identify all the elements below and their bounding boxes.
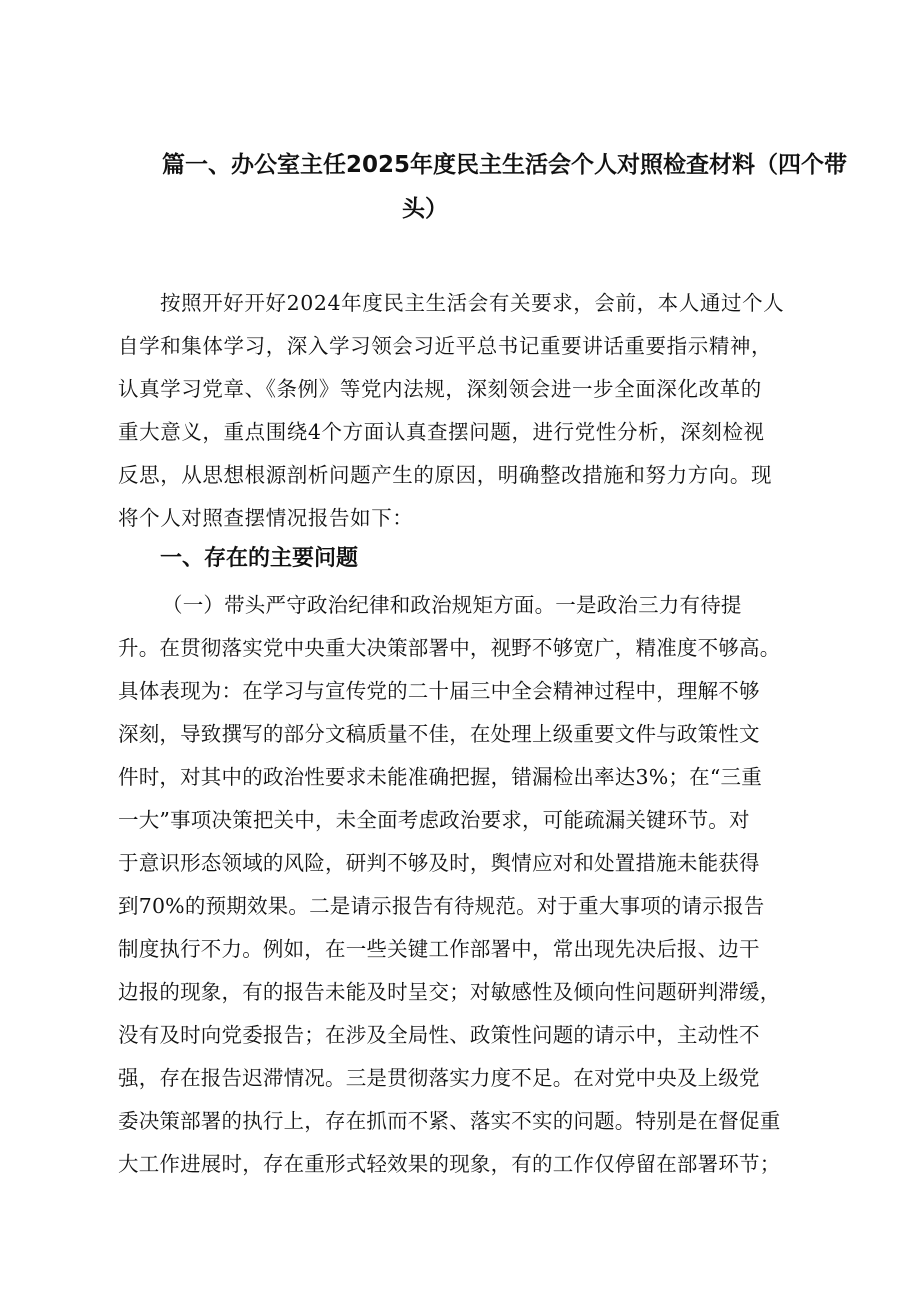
intro-line: 自学和集体学习，深入学习领会习近平总书记重要讲话重要指示精神， xyxy=(118,334,773,358)
body-line: 没有及时向党委报告；在涉及全局性、政策性问题的请示中，主动性不 xyxy=(118,1023,760,1047)
document-title-line-2: 头） xyxy=(402,196,448,222)
body-line: 具体表现为：在学习与宣传党的二十届三中全会精神过程中，理解不够 xyxy=(118,679,760,703)
intro-line: 认真学习党章、《条例》等党内法规，深刻领会进一步全面深化改革的 xyxy=(118,377,762,401)
body-line: 强，存在报告迟滞情况。三是贯彻落实力度不足。在对党中央及上级党 xyxy=(118,1066,760,1090)
body-line: 件时，对其中的政治性要求未能准确把握，错漏检出率达3%；在“三重 xyxy=(118,765,762,789)
body-line: 边报的现象，有的报告未能及时呈交；对敏感性及倾向性问题研判滞缓， xyxy=(118,980,781,1004)
body-line: 委决策部署的执行上，存在抓而不紧、落实不实的问题。特别是在督促重 xyxy=(118,1109,781,1133)
intro-line: 按照开好开好2024年度民主生活会有关要求，会前，本人通过个人 xyxy=(160,291,785,315)
intro-line: 重大意义，重点围绕4个方面认真查摆问题，进行党性分析，深刻检视 xyxy=(118,420,765,444)
body-line: 到70%的预期效果。二是请示报告有待规范。对于重大事项的请示报告 xyxy=(118,894,765,918)
body-line: 深刻，导致撰写的部分文稿质量不佳，在处理上级重要文件与政策性文 xyxy=(118,722,760,746)
intro-line: 将个人对照查摆情况报告如下： xyxy=(118,506,414,530)
body-line: 一大”事项决策把关中，未全面考虑政治要求，可能疏漏关键环节。对 xyxy=(118,808,750,832)
section-heading: 一、存在的主要问题 xyxy=(160,546,359,571)
document-title-line-1: 篇一、办公室主任2025年度民主生活会个人对照检查材料（四个带 xyxy=(162,152,848,178)
body-line: （一）带头严守政治纪律和政治规矩方面。一是政治三力有待提 xyxy=(162,593,742,617)
body-line: 大工作进展时，存在重形式轻效果的现象，有的工作仅停留在部署环节； xyxy=(118,1152,781,1176)
body-line: 制度执行不力。例如，在一些关键工作部署中，常出现先决后报、边干 xyxy=(118,937,760,961)
intro-line: 反思，从思想根源剖析问题产生的原因，明确整改措施和努力方向。现 xyxy=(118,463,773,487)
body-line: 于意识形态领域的风险，研判不够及时，舆情应对和处置措施未能获得 xyxy=(118,851,760,875)
body-line: 升。在贯彻落实党中央重大决策部署中，视野不够宽广，精准度不够高。 xyxy=(118,636,781,660)
